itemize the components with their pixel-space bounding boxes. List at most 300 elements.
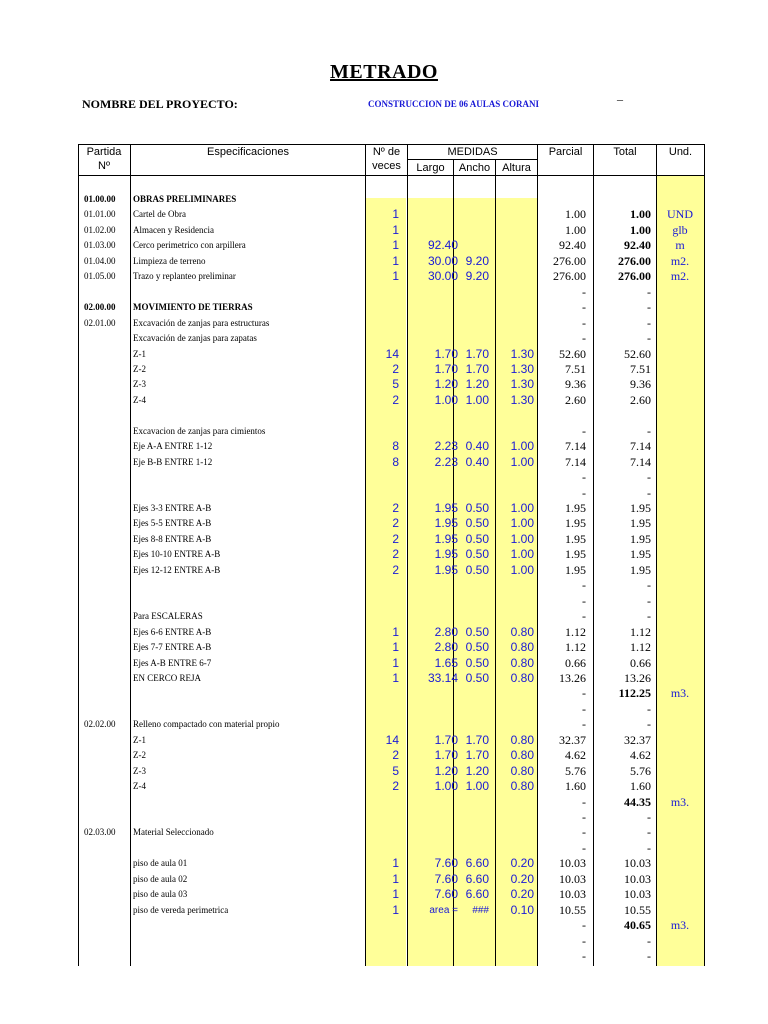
project-label: NOMBRE DEL PROYECTO: <box>82 97 238 111</box>
total-value: 4.62 <box>630 748 651 763</box>
metrado-table <box>78 144 705 966</box>
table-row <box>78 594 705 609</box>
veces-value: 2 <box>392 748 399 763</box>
altura-value: 0.80 <box>510 670 534 685</box>
parcial-value: 1.12 <box>565 640 586 655</box>
especificacion: Material Seleccionado <box>133 827 214 838</box>
table-row <box>78 455 705 470</box>
parcial-value: 13.26 <box>559 670 586 685</box>
veces-value: 2 <box>392 392 399 407</box>
veces-value: 1 <box>392 269 399 284</box>
medidas-split-line <box>408 159 537 160</box>
ancho-value: 0.50 <box>465 562 489 577</box>
ancho-value: 0.50 <box>465 670 489 685</box>
total-value: 1.00 <box>630 207 651 222</box>
ancho-value: 0.40 <box>465 454 489 469</box>
largo-value: area = <box>429 904 458 916</box>
table-row <box>78 841 705 856</box>
parcial-value: 10.03 <box>559 871 586 886</box>
table-row <box>78 486 705 501</box>
altura-value: 1.00 <box>510 501 534 515</box>
largo-value: 33.14 <box>427 670 458 685</box>
table-row <box>78 316 705 331</box>
table-row <box>78 609 705 624</box>
unit-value: glb <box>672 222 688 237</box>
table-row <box>78 918 705 933</box>
table-row <box>78 717 705 732</box>
largo-value: 7.60 <box>434 887 458 902</box>
table-row <box>78 795 705 810</box>
ancho-value: 9.20 <box>465 269 489 284</box>
parcial-value: 4.62 <box>565 748 586 763</box>
partida-code: 01.00.00 <box>84 194 116 204</box>
parcial-value: 52.60 <box>559 346 586 361</box>
veces-value: 1 <box>392 887 399 902</box>
parcial-value: 10.55 <box>559 902 586 917</box>
table-row <box>78 516 705 531</box>
ancho-value: 1.20 <box>465 763 489 778</box>
total-value: - <box>647 284 651 299</box>
largo-value: 1.70 <box>434 346 458 361</box>
parcial-value: 1.00 <box>565 207 586 222</box>
total-value: 44.35 <box>624 794 651 809</box>
largo-value: 1.65 <box>434 655 458 670</box>
veces-value: 8 <box>392 454 399 469</box>
total-value: - <box>647 331 651 346</box>
table-row <box>78 748 705 763</box>
largo-value: 1.00 <box>434 779 458 794</box>
total-value: 1.95 <box>630 547 651 562</box>
parcial-value: 7.51 <box>565 361 586 376</box>
altura-value: 1.00 <box>510 516 534 531</box>
partida-code: 01.05.00 <box>84 271 116 282</box>
table-row <box>78 733 705 748</box>
largo-value: 1.70 <box>434 732 458 747</box>
unit-value: m3. <box>670 794 690 809</box>
veces-value: 2 <box>392 562 399 577</box>
parcial-value: - <box>582 470 586 485</box>
table-row <box>78 825 705 840</box>
total-value: 52.60 <box>624 346 651 361</box>
largo-value: 30.00 <box>427 269 458 284</box>
unit-value: m3. <box>670 686 690 701</box>
partida-code: 02.01.00 <box>84 317 116 328</box>
total-value: 1.00 <box>630 222 651 237</box>
total-value: 1.95 <box>630 531 651 546</box>
total-value: 5.76 <box>630 763 651 778</box>
altura-value: 0.80 <box>510 640 534 655</box>
ancho-value: 0.50 <box>465 640 489 655</box>
altura-value: 0.80 <box>510 624 534 639</box>
altura-value: 1.00 <box>510 454 534 469</box>
especificacion: Z-4 <box>133 394 146 405</box>
parcial-value: 1.95 <box>565 531 586 546</box>
parcial-value: - <box>582 300 586 315</box>
parcial-value: 276.00 <box>553 253 586 268</box>
total-value: 9.36 <box>630 377 651 392</box>
veces-value: 1 <box>392 655 399 670</box>
table-row <box>78 300 705 315</box>
partida-code: 02.02.00 <box>84 719 116 730</box>
largo-value: 1.95 <box>434 562 458 577</box>
parcial-value: - <box>582 578 586 593</box>
table-row <box>78 779 705 794</box>
total-value: - <box>647 810 651 824</box>
ancho-value: 6.60 <box>465 856 489 871</box>
veces-value: 5 <box>392 377 399 392</box>
page-title: METRADO <box>330 61 438 83</box>
especificacion: Ejes 6-6 ENTRE A-B <box>133 626 212 637</box>
total-value: 7.51 <box>630 361 651 376</box>
especificacion: Almacen y Residencia <box>133 224 214 235</box>
altura-value: 1.30 <box>510 361 534 376</box>
total-value: 7.14 <box>630 454 651 469</box>
partida-code: 01.03.00 <box>84 240 116 251</box>
especificacion: Z-3 <box>133 379 146 390</box>
table-row <box>78 949 705 964</box>
especificacion: Z-1 <box>133 734 146 745</box>
especificacion: Excavación de zanjas para zapatas <box>133 333 257 344</box>
total-value: - <box>647 840 651 855</box>
parcial-value: 92.40 <box>559 238 586 253</box>
table-row <box>78 254 705 269</box>
parcial-value: 1.12 <box>565 624 586 639</box>
especificacion: Eje B-B ENTRE 1-12 <box>133 456 213 467</box>
especificacion: Cerco perimetrico con arpillera <box>133 240 246 251</box>
project-name: CONSTRUCCION DE 06 AULAS CORANI <box>368 99 540 109</box>
table-row <box>78 532 705 547</box>
parcial-value: 2.60 <box>565 392 586 407</box>
especificacion: Para ESCALERAS <box>133 611 203 622</box>
especificacion: Ejes 3-3 ENTRE A-B <box>133 503 212 513</box>
ancho-value: 1.70 <box>465 346 489 361</box>
altura-value: 0.20 <box>510 856 534 871</box>
partida-code: 01.01.00 <box>84 209 116 220</box>
total-value: - <box>647 825 651 840</box>
ancho-value: 1.00 <box>465 779 489 794</box>
header-parcial: Parcial <box>548 146 583 158</box>
total-value: - <box>647 423 651 438</box>
especificacion: Cartel de Obra <box>133 209 186 220</box>
especificacion: OBRAS PRELIMINARES <box>133 194 237 204</box>
parcial-value: - <box>582 315 586 330</box>
dash-mark: _ <box>617 88 623 102</box>
veces-value: 2 <box>392 547 399 562</box>
table-row <box>78 347 705 362</box>
ancho-value: 1.70 <box>465 361 489 376</box>
partida-code: 01.02.00 <box>84 224 116 235</box>
table-row <box>78 331 705 346</box>
total-value: 1.95 <box>630 516 651 531</box>
parcial-value: 10.03 <box>559 856 586 871</box>
parcial-value: - <box>582 825 586 840</box>
total-value: - <box>647 933 651 948</box>
especificacion: Excavación de zanjas para estructuras <box>133 317 270 328</box>
header-partida: Partida Nº <box>86 146 122 172</box>
table-row <box>78 192 705 207</box>
table-row <box>78 362 705 377</box>
parcial-value: 10.03 <box>559 887 586 902</box>
altura-value: 0.80 <box>510 655 534 670</box>
parcial-value: - <box>582 485 586 500</box>
table-row <box>78 501 705 516</box>
ancho-value: 0.50 <box>465 531 489 546</box>
altura-value: 1.00 <box>510 562 534 577</box>
table-row <box>78 408 705 423</box>
total-value: - <box>647 578 651 593</box>
especificacion: Z-4 <box>133 781 146 792</box>
partida-code: 02.00.00 <box>84 302 116 313</box>
header-especificaciones: Especificaciones <box>207 146 289 158</box>
altura-value: 0.10 <box>510 902 534 917</box>
table-row <box>78 207 705 222</box>
table-row <box>78 393 705 408</box>
total-value: - <box>647 949 651 964</box>
parcial-value: - <box>582 284 586 299</box>
largo-value: 2.80 <box>434 640 458 655</box>
ancho-value: 0.50 <box>465 516 489 531</box>
table-row <box>78 856 705 871</box>
altura-value: 1.30 <box>510 392 534 407</box>
ancho-value: 0.50 <box>465 501 489 515</box>
partida-code: 02.03.00 <box>84 827 116 838</box>
table-row <box>78 285 705 300</box>
unit-value: m <box>675 238 685 253</box>
especificacion: MOVIMIENTO DE TIERRAS <box>133 302 253 313</box>
parcial-value: 1.95 <box>565 547 586 562</box>
unit-value: m3. <box>670 918 690 933</box>
largo-value: 1.00 <box>434 392 458 407</box>
parcial-value: 7.14 <box>565 454 586 469</box>
especificacion: piso de aula 01 <box>133 858 188 869</box>
header-largo: Largo <box>416 162 445 174</box>
total-value: - <box>647 593 651 608</box>
unit-value: UND <box>667 207 693 222</box>
ancho-value: 6.60 <box>465 887 489 902</box>
total-value: 1.95 <box>630 501 651 515</box>
especificacion: Z-2 <box>133 750 146 761</box>
ancho-value: 0.50 <box>465 547 489 562</box>
ancho-value: 1.70 <box>465 748 489 763</box>
table-row <box>78 223 705 238</box>
parcial-value: - <box>582 593 586 608</box>
total-value: - <box>647 701 651 716</box>
altura-value: 1.00 <box>510 531 534 546</box>
largo-value: 2.23 <box>434 439 458 454</box>
parcial-value: 32.37 <box>559 732 586 747</box>
altura-value: 0.80 <box>510 748 534 763</box>
header-medidas: MEDIDAS <box>447 146 498 158</box>
altura-value: 0.20 <box>510 887 534 902</box>
parcial-value: 0.66 <box>565 655 586 670</box>
total-value: 276.00 <box>618 253 651 268</box>
ancho-value: 9.20 <box>465 253 489 268</box>
total-value: 112.25 <box>618 686 651 701</box>
table-row <box>78 903 705 918</box>
especificacion: Ejes 7-7 ENTRE A-B <box>133 642 212 653</box>
altura-value: 1.30 <box>510 346 534 361</box>
ancho-value: 0.50 <box>465 624 489 639</box>
especificacion: piso de aula 02 <box>133 873 188 884</box>
ancho-value: 1.70 <box>465 732 489 747</box>
parcial-value: - <box>582 609 586 624</box>
veces-value: 1 <box>392 902 399 917</box>
total-value: 10.55 <box>624 902 651 917</box>
parcial-value: 1.95 <box>565 501 586 515</box>
largo-value: 1.70 <box>434 361 458 376</box>
partida-code: 01.04.00 <box>84 255 116 266</box>
parcial-value: 9.36 <box>565 377 586 392</box>
veces-value: 1 <box>392 856 399 871</box>
parcial-value: 276.00 <box>553 269 586 284</box>
especificacion: Eje A-A ENTRE 1-12 <box>133 441 213 452</box>
largo-value: 1.20 <box>434 377 458 392</box>
largo-value: 92.40 <box>427 238 458 253</box>
total-value: 10.03 <box>624 856 651 871</box>
altura-value: 0.80 <box>510 732 534 747</box>
veces-value: 2 <box>392 531 399 546</box>
ancho-value: 0.50 <box>465 655 489 670</box>
total-value: - <box>647 717 651 732</box>
altura-value: 1.00 <box>510 439 534 454</box>
veces-value: 8 <box>392 439 399 454</box>
altura-value: 0.80 <box>510 763 534 778</box>
total-value: 1.95 <box>630 562 651 577</box>
altura-value: 0.80 <box>510 779 534 794</box>
largo-value: 1.95 <box>434 516 458 531</box>
total-value: - <box>647 315 651 330</box>
table-row <box>78 887 705 902</box>
header-altura: Altura <box>502 162 531 174</box>
veces-value: 1 <box>392 207 399 222</box>
veces-value: 2 <box>392 501 399 515</box>
veces-value: 5 <box>392 763 399 778</box>
unit-value: m2. <box>670 253 690 268</box>
total-value: 1.12 <box>630 624 651 639</box>
table-row <box>78 439 705 454</box>
especificacion: piso de vereda perimetrica <box>133 904 229 915</box>
total-value: 10.03 <box>624 887 651 902</box>
total-value: 40.65 <box>624 918 651 933</box>
header-und: Und. <box>668 146 693 158</box>
parcial-value: - <box>582 717 586 732</box>
especificacion: Limpieza de terreno <box>133 255 206 266</box>
veces-value: 2 <box>392 516 399 531</box>
table-row <box>78 764 705 779</box>
parcial-value: 5.76 <box>565 763 586 778</box>
total-value: - <box>647 609 651 624</box>
especificacion: Z-1 <box>133 348 146 359</box>
total-value: 1.60 <box>630 779 651 794</box>
table-row <box>78 872 705 887</box>
table-row <box>78 686 705 701</box>
especificacion: Z-3 <box>133 765 146 776</box>
especificacion: Z-2 <box>133 363 146 374</box>
header-veces: Nº de veces <box>372 146 401 172</box>
table-row <box>78 640 705 655</box>
ancho-value: 1.00 <box>465 392 489 407</box>
especificacion: Trazo y replanteo preliminar <box>133 271 236 282</box>
veces-value: 2 <box>392 361 399 376</box>
altura-value: 1.00 <box>510 547 534 562</box>
especificacion: Ejes 8-8 ENTRE A-B <box>133 533 212 544</box>
largo-value: 7.60 <box>434 856 458 871</box>
total-value: - <box>647 300 651 315</box>
total-value: 7.14 <box>630 439 651 454</box>
parcial-value: - <box>582 840 586 855</box>
total-value: 13.26 <box>624 670 651 685</box>
table-row <box>78 238 705 253</box>
altura-value: 1.30 <box>510 377 534 392</box>
especificacion: piso de aula 03 <box>133 889 188 900</box>
table-row <box>78 625 705 640</box>
total-value: 0.66 <box>630 655 651 670</box>
parcial-value: - <box>582 331 586 346</box>
table-row <box>78 269 705 284</box>
unit-value: m2. <box>670 269 690 284</box>
veces-value: 14 <box>385 346 399 361</box>
total-value: 92.40 <box>624 238 651 253</box>
largo-value: 7.60 <box>434 871 458 886</box>
total-value: 1.12 <box>630 640 651 655</box>
parcial-value: - <box>582 423 586 438</box>
parcial-value: 1.95 <box>565 562 586 577</box>
table-row <box>78 656 705 671</box>
header-total: Total <box>613 146 637 158</box>
largo-value: 2.80 <box>434 624 458 639</box>
ancho-value: 1.20 <box>465 377 489 392</box>
largo-value: 1.95 <box>434 501 458 515</box>
largo-value: 1.95 <box>434 531 458 546</box>
table-row <box>78 547 705 562</box>
especificacion: Ejes 5-5 ENTRE A-B <box>133 518 212 529</box>
parcial-value: 7.14 <box>565 439 586 454</box>
especificacion: Relleno compactado con material propio <box>133 719 280 730</box>
especificacion: Excavacion de zanjas para cimientos <box>133 425 266 436</box>
veces-value: 1 <box>392 624 399 639</box>
veces-value: 1 <box>392 640 399 655</box>
total-value: 2.60 <box>630 392 651 407</box>
veces-value: 2 <box>392 779 399 794</box>
parcial-value: - <box>582 794 586 809</box>
header-bottom-line <box>78 175 705 176</box>
total-value: - <box>647 470 651 485</box>
parcial-value: - <box>582 686 586 701</box>
header-ancho: Ancho <box>458 162 491 174</box>
veces-value: 1 <box>392 253 399 268</box>
veces-value: 1 <box>392 871 399 886</box>
total-value: - <box>647 485 651 500</box>
parcial-value: - <box>582 918 586 933</box>
largo-value: 2.23 <box>434 454 458 469</box>
parcial-value: 1.00 <box>565 222 586 237</box>
largo-value: 1.70 <box>434 748 458 763</box>
table-row <box>78 377 705 392</box>
ancho-value: 6.60 <box>465 871 489 886</box>
total-value: 10.03 <box>624 871 651 886</box>
largo-value: 30.00 <box>427 253 458 268</box>
ancho-value: ### <box>472 904 489 916</box>
parcial-value: - <box>582 933 586 948</box>
parcial-value: - <box>582 810 586 824</box>
altura-value: 0.20 <box>510 871 534 886</box>
largo-value: 1.95 <box>434 547 458 562</box>
table-row <box>78 424 705 439</box>
table-row <box>78 578 705 593</box>
parcial-value: - <box>582 949 586 964</box>
veces-value: 1 <box>392 222 399 237</box>
parcial-value: 1.60 <box>565 779 586 794</box>
